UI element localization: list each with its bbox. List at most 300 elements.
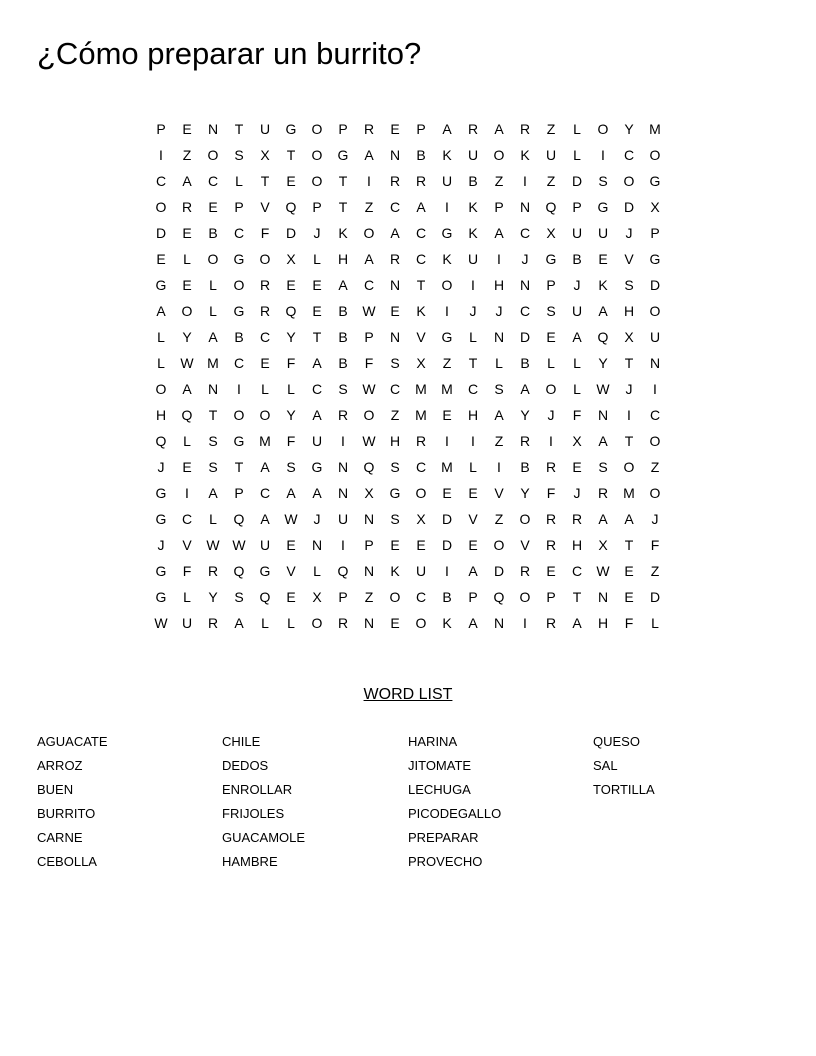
grid-letter: E [624,563,634,579]
grid-letter: O [311,615,323,631]
grid-letter: D [155,225,167,241]
grid-letter: B [338,355,348,371]
grid-letter: P [650,225,660,241]
grid-letter: A [260,459,270,475]
grid-letter: U [649,329,661,345]
grid-letter: L [495,355,503,371]
grid-letter: P [416,121,426,137]
grid-letter: G [311,459,323,475]
grid-letter: E [390,303,400,319]
grid-letter: G [649,173,661,189]
grid-letter: L [209,511,217,527]
grid-letter: Z [494,511,504,527]
grid-letter: E [468,537,478,553]
grid-letter: O [519,589,531,605]
grid-letter: E [468,485,478,501]
grid-letter: N [493,329,505,345]
grid-letter: X [364,485,374,501]
grid-letter: N [389,147,401,163]
grid-letter: I [549,433,553,449]
grid-letter: G [441,329,453,345]
grid-letter: S [546,303,556,319]
grid-letter: C [389,381,401,397]
grid-letter: A [598,433,608,449]
grid-letter: O [155,381,167,397]
grid-letter: O [493,537,505,553]
grid-letter: O [649,303,661,319]
grid-row [148,376,668,402]
grid-letter: L [183,251,191,267]
grid-letter: P [546,277,556,293]
grid-letter: E [182,459,192,475]
grid-letter: D [493,563,505,579]
grid-letter: R [337,615,349,631]
word-list-item: AGUACATE [37,734,108,749]
grid-letter: Q [337,563,349,579]
grid-letter: D [441,537,453,553]
grid-letter: A [624,511,634,527]
grid-letter: T [624,355,634,371]
grid-letter: X [598,537,608,553]
grid-letter: M [623,485,635,501]
grid-letter: R [545,615,557,631]
grid-letter: E [182,121,192,137]
grid-letter: M [441,381,453,397]
grid-letter: R [415,173,427,189]
grid-letter: O [519,511,531,527]
grid-letter: B [338,303,348,319]
grid-letter: J [495,303,503,319]
grid-letter: E [390,121,400,137]
grid-letter: E [390,615,400,631]
grid-letter: Y [624,121,634,137]
grid-letter: G [441,225,453,241]
grid-letter: W [206,537,220,553]
page-title: ¿Cómo preparar un burrito? [37,36,422,71]
grid-letter: D [623,199,635,215]
grid-letter: A [520,381,530,397]
word-list-column [593,730,655,802]
grid-letter: Z [364,589,374,605]
grid-letter: A [468,615,478,631]
grid-row [148,324,668,350]
grid-letter: B [338,329,348,345]
grid-row [148,402,668,428]
grid-letter: U [467,251,479,267]
grid-letter: I [341,433,345,449]
grid-letter: N [311,537,323,553]
grid-letter: A [598,303,608,319]
grid-letter: T [338,199,348,215]
grid-letter: I [627,407,631,423]
grid-letter: F [624,615,634,631]
grid-letter: H [571,537,583,553]
grid-letter: T [572,589,582,605]
grid-letter: H [467,407,479,423]
grid-letter: S [338,381,348,397]
grid-letter: E [260,355,270,371]
grid-letter: P [338,121,348,137]
word-list-column [37,730,108,874]
grid-letter: L [261,381,269,397]
grid-letter: O [259,251,271,267]
grid-letter: Q [545,199,557,215]
grid-letter: I [445,563,449,579]
grid-letter: Y [520,407,530,423]
grid-letter: R [337,407,349,423]
grid-letter: A [468,563,478,579]
grid-letter: O [155,199,167,215]
grid-letter: X [572,433,582,449]
grid-row [148,272,668,298]
grid-letter: P [364,537,374,553]
grid-letter: B [234,329,244,345]
grid-letter: N [337,485,349,501]
grid-letter: L [183,589,191,605]
grid-letter: E [286,277,296,293]
grid-letter: D [649,589,661,605]
grid-letter: I [523,615,527,631]
word-list-item: QUESO [593,734,640,749]
grid-letter: L [209,303,217,319]
grid-letter: B [208,225,218,241]
grid-letter: O [623,173,635,189]
grid-letter: E [546,329,556,345]
grid-letter: T [234,459,244,475]
grid-letter: E [286,173,296,189]
grid-letter: C [415,589,427,605]
grid-letter: Z [364,199,374,215]
grid-letter: G [155,589,167,605]
word-list-column [222,730,305,874]
grid-letter: S [390,459,400,475]
grid-letter: T [468,355,478,371]
grid-letter: C [415,225,427,241]
grid-letter: C [389,199,401,215]
grid-row [148,116,668,142]
grid-letter: R [259,303,271,319]
grid-letter: Y [286,329,296,345]
grid-letter: W [284,511,298,527]
grid-letter: I [471,433,475,449]
word-list-item: FRIJOLES [222,806,285,821]
grid-letter: S [494,381,504,397]
grid-letter: G [389,485,401,501]
word-list-item: BURRITO [37,806,96,821]
grid-letter: A [338,277,348,293]
grid-letter: J [521,251,529,267]
grid-letter: C [181,511,193,527]
grid-letter: Y [208,589,218,605]
grid-letter: E [546,563,556,579]
grid-letter: Z [650,563,660,579]
grid-letter: W [180,355,194,371]
grid-letter: Q [285,199,297,215]
grid-letter: A [364,251,374,267]
grid-letter: D [441,511,453,527]
grid-letter: Z [182,147,192,163]
grid-letter: F [546,485,556,501]
grid-letter: I [471,277,475,293]
grid-letter: R [259,277,271,293]
grid-letter: N [519,277,531,293]
grid-letter: L [573,121,581,137]
grid-letter: L [157,329,165,345]
grid-row [148,480,668,506]
grid-letter: C [233,355,245,371]
grid-letter: E [572,459,582,475]
word-list-item: LECHUGA [408,782,471,797]
grid-letter: W [362,303,376,319]
grid-letter: W [154,615,168,631]
word-list-item: BUEN [37,782,74,797]
grid-letter: O [597,121,609,137]
grid-letter: W [362,433,376,449]
grid-letter: W [596,563,610,579]
grid-letter: T [624,537,634,553]
grid-letter: Y [520,485,530,501]
grid-letter: X [312,589,322,605]
grid-letter: X [260,147,270,163]
grid-letter: J [469,303,477,319]
grid-letter: A [156,303,166,319]
grid-letter: J [625,225,633,241]
grid-letter: Z [494,173,504,189]
grid-letter: F [260,225,270,241]
grid-letter: L [261,615,269,631]
grid-letter: C [415,251,427,267]
grid-letter: O [181,303,193,319]
word-list-item: SAL [593,758,618,773]
grid-letter: K [598,277,608,293]
grid-letter: I [445,433,449,449]
grid-letter: N [207,381,219,397]
grid-letter: C [623,147,635,163]
grid-letter: L [209,277,217,293]
grid-letter: K [468,225,478,241]
grid-letter: I [445,303,449,319]
word-list-item: ARROZ [37,758,83,773]
grid-row [148,168,668,194]
grid-letter: O [493,147,505,163]
grid-letter: U [467,147,479,163]
grid-letter: I [341,537,345,553]
grid-letter: V [416,329,426,345]
grid-letter: Z [546,121,556,137]
grid-letter: K [390,563,400,579]
grid-letter: L [573,355,581,371]
grid-letter: R [207,615,219,631]
grid-row [148,142,668,168]
grid-letter: C [311,381,323,397]
grid-letter: C [467,381,479,397]
grid-letter: F [572,407,582,423]
grid-letter: R [545,511,557,527]
grid-letter: P [468,589,478,605]
grid-letter: C [649,407,661,423]
grid-letter: J [313,511,321,527]
grid-letter: E [286,537,296,553]
grid-letter: F [364,355,374,371]
grid-letter: G [545,251,557,267]
grid-letter: B [520,459,530,475]
word-list-item: JITOMATE [408,758,472,773]
grid-letter: A [182,173,192,189]
grid-letter: I [185,485,189,501]
word-list-item: CARNE [37,830,83,845]
grid-letter: X [416,355,426,371]
grid-letter: Q [493,589,505,605]
grid-letter: O [207,147,219,163]
grid-letter: J [547,407,555,423]
grid-letter: R [207,563,219,579]
grid-letter: J [651,511,659,527]
word-list-item: CHILE [222,734,261,749]
grid-letter: W [596,381,610,397]
grid-letter: V [494,485,504,501]
grid-letter: C [207,173,219,189]
grid-letter: I [497,459,501,475]
grid-letter: M [415,381,427,397]
grid-letter: I [497,251,501,267]
grid-letter: L [287,615,295,631]
grid-letter: P [156,121,166,137]
grid-row [148,194,668,220]
grid-letter: Q [233,563,245,579]
grid-letter: Q [285,303,297,319]
grid-letter: P [234,485,244,501]
grid-row [148,610,668,636]
grid-letter: C [155,173,167,189]
grid-letter: D [649,277,661,293]
grid-letter: K [416,303,426,319]
grid-letter: U [571,303,583,319]
grid-letter: G [155,563,167,579]
grid-letter: A [598,511,608,527]
grid-letter: B [416,147,426,163]
grid-letter: G [233,303,245,319]
grid-letter: H [155,407,167,423]
grid-letter: D [571,173,583,189]
grid-row [148,584,668,610]
grid-letter: P [338,589,348,605]
grid-letter: U [259,121,271,137]
grid-letter: R [389,251,401,267]
grid-letter: Z [390,407,400,423]
grid-letter: A [572,329,582,345]
grid-letter: G [337,147,349,163]
grid-letter: G [155,277,167,293]
grid-letter: B [468,173,478,189]
grid-letter: Q [181,407,193,423]
word-list-item: DEDOS [222,758,269,773]
grid-letter: B [442,589,452,605]
grid-letter: O [389,589,401,605]
grid-letter: T [624,433,634,449]
grid-letter: I [367,173,371,189]
grid-letter: Z [546,173,556,189]
grid-letter: C [571,563,583,579]
grid-letter: R [415,433,427,449]
grid-letter: I [237,381,241,397]
grid-letter: T [234,121,244,137]
grid-letter: S [598,173,608,189]
grid-letter: N [597,407,609,423]
grid-letter: M [259,433,271,449]
grid-letter: I [445,199,449,215]
grid-letter: N [207,121,219,137]
grid-letter: M [649,121,661,137]
grid-letter: K [338,225,348,241]
grid-letter: A [208,329,218,345]
grid-letter: R [571,511,583,527]
grid-letter: M [441,459,453,475]
grid-letter: J [573,485,581,501]
grid-letter: A [312,407,322,423]
grid-letter: E [208,199,218,215]
grid-letter: J [625,381,633,397]
grid-letter: T [208,407,218,423]
grid-letter: P [364,329,374,345]
grid-letter: C [363,277,375,293]
grid-row [148,532,668,558]
grid-letter: T [416,277,426,293]
grid-letter: Q [155,433,167,449]
word-list-item: PREPARAR [408,830,479,845]
grid-letter: J [313,225,321,241]
grid-letter: U [311,433,323,449]
grid-letter: P [572,199,582,215]
grid-letter: H [389,433,401,449]
grid-letter: T [286,147,296,163]
grid-letter: V [520,537,530,553]
grid-letter: U [259,537,271,553]
grid-letter: S [286,459,296,475]
grid-letter: R [519,121,531,137]
grid-letter: E [182,277,192,293]
word-list-heading: WORD LIST [363,686,453,703]
grid-letter: R [545,459,557,475]
grid-letter: E [182,225,192,241]
grid-letter: A [208,485,218,501]
grid-letter: S [208,459,218,475]
grid-letter: L [183,433,191,449]
grid-letter: U [597,225,609,241]
grid-letter: V [260,199,270,215]
grid-letter: O [311,173,323,189]
grid-letter: Q [259,589,271,605]
grid-letter: K [468,199,478,215]
grid-letter: G [259,563,271,579]
grid-letter: A [260,511,270,527]
grid-letter: N [389,329,401,345]
grid-letter: S [624,277,634,293]
grid-letter: O [233,277,245,293]
grid-letter: O [363,407,375,423]
word-list-item: HARINA [408,734,458,749]
grid-letter: N [597,589,609,605]
grid-row [148,350,668,376]
grid-letter: K [442,147,452,163]
grid-letter: E [416,537,426,553]
word-search-grid [148,116,668,636]
grid-letter: Y [598,355,608,371]
grid-letter: G [155,511,167,527]
grid-letter: X [650,199,660,215]
grid-letter: E [624,589,634,605]
grid-letter: C [259,485,271,501]
grid-letter: E [442,485,452,501]
